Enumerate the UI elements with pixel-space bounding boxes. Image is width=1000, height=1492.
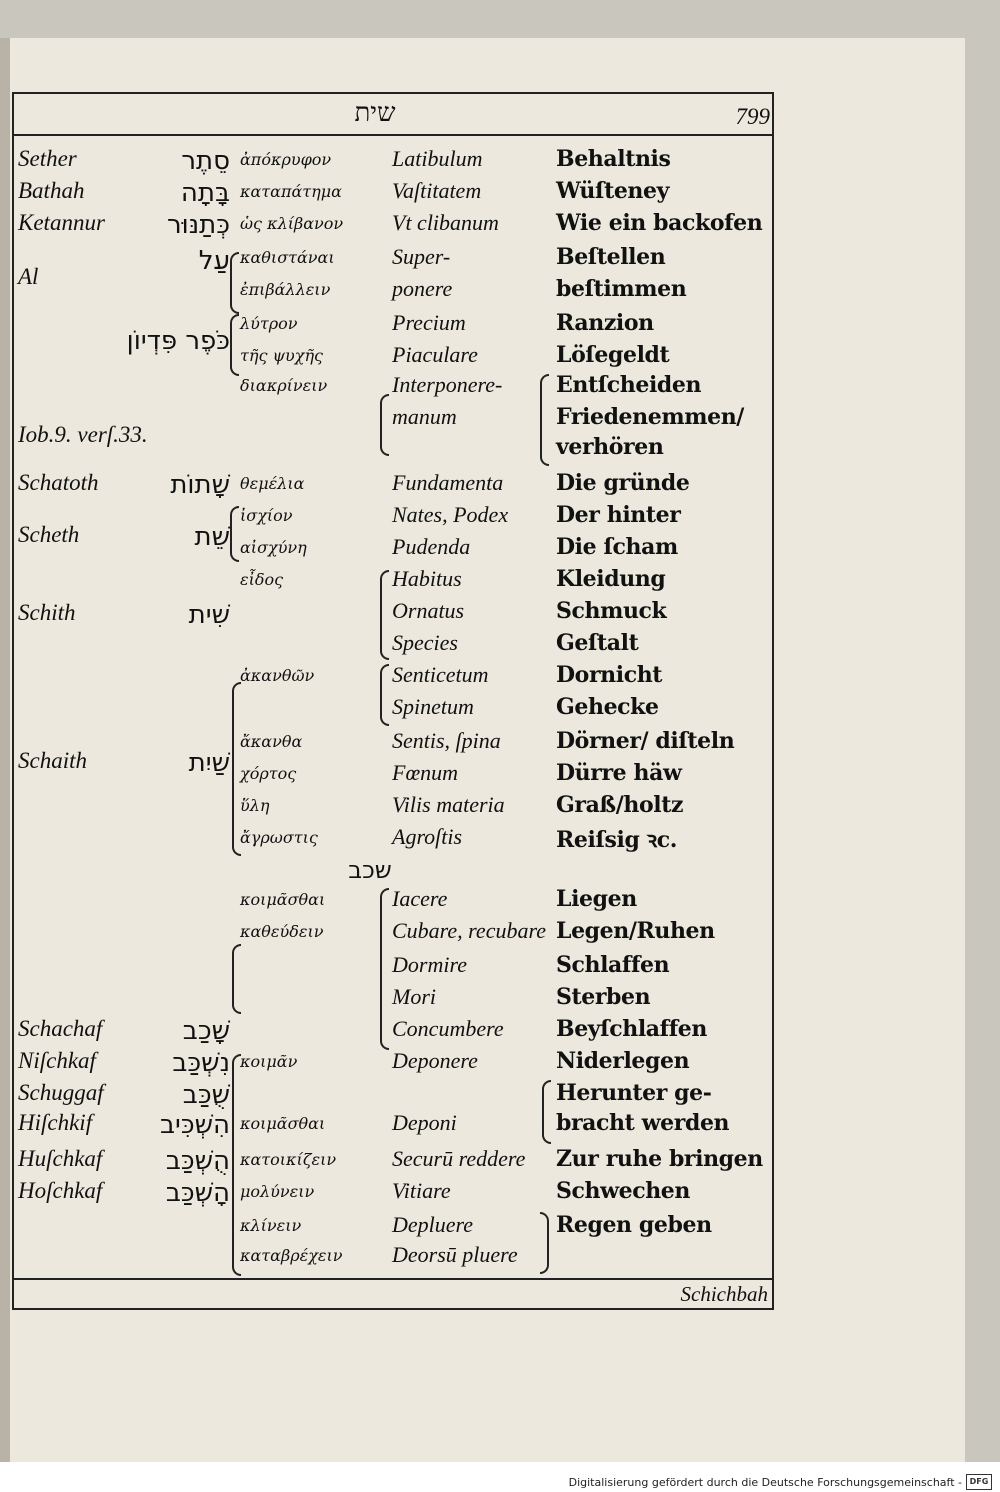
brace-al	[230, 252, 239, 314]
page-edge-shadow	[0, 38, 10, 1462]
entry-2-transliteration: Ketannur	[18, 210, 105, 235]
entry-0-latin: Latibulum	[392, 146, 483, 171]
entry-30-latin: Securū reddere	[392, 1146, 526, 1171]
brace-schaith	[232, 682, 241, 856]
entry-32-german: Regen geben	[556, 1212, 712, 1238]
entry-32-greek: κλίνειν	[240, 1216, 302, 1235]
entry-29-latin: Deponi	[392, 1110, 457, 1135]
header-rule	[12, 134, 774, 136]
entry-15-latin: Species	[392, 630, 458, 655]
running-header: שית	[354, 98, 396, 128]
entry-15-german: Geſtalt	[556, 630, 639, 656]
entry-26-german: Beyſchlaffen	[556, 1016, 707, 1042]
entry-20-greek: ὕλη	[240, 796, 270, 815]
entry-5-german: Ranzion	[556, 310, 654, 336]
entry-4-german: beſtimmen	[556, 276, 687, 302]
brace-koimasthai	[232, 944, 241, 1014]
entry-12-latin: Pudenda	[392, 534, 471, 559]
entry-1-latin: Vaſtitatem	[392, 178, 482, 203]
entry-6-german: Löſegeldt	[556, 342, 670, 368]
entry-19-latin: Fœnum	[392, 760, 458, 785]
entry-4-latin: ponere	[392, 276, 453, 301]
page-number: 799	[735, 104, 770, 129]
entry-33-greek: καταβρέχειν	[240, 1246, 343, 1265]
entry-2-greek: ὡς κλίβανον	[240, 214, 344, 233]
entry-8-latin: manum	[392, 404, 457, 429]
entry-2-german: Wie ein backofen	[556, 210, 763, 236]
entry-17-latin: Spinetum	[392, 694, 474, 719]
entry-0-greek: ἀπόκρυφον	[240, 150, 332, 169]
entry-11-hebrew: שֵׁת	[194, 522, 230, 552]
entry-28-german: Herunter ge-	[556, 1080, 712, 1106]
entry-2-latin: Vt clibanum	[392, 210, 499, 235]
entry-2-hebrew: כְּתַנּוּר	[166, 210, 230, 240]
entry-20-latin: Vilis materia	[392, 792, 505, 817]
footer-rule	[12, 1278, 774, 1280]
entry-0-transliteration: Sether	[18, 146, 77, 171]
entry-28-transliteration: Schuggaf	[18, 1080, 104, 1105]
entry-23-latin: Cubare, recubare	[392, 918, 546, 943]
entry-3-german: Beſtellen	[556, 244, 666, 270]
entry-26-hebrew: שָׁכַב	[182, 1016, 230, 1046]
entry-0-hebrew: סֵתֶר	[181, 146, 230, 176]
entry-27-german: Niderlegen	[556, 1048, 690, 1074]
entry-22-latin: Iacere	[392, 886, 448, 911]
entry-14-german: Schmuck	[556, 598, 667, 624]
entry-11-transliteration: Scheth	[18, 522, 80, 547]
entry-20-german: Graß/holtz	[556, 792, 684, 818]
entry-26-latin: Concumbere	[392, 1016, 504, 1041]
entry-24-latin: Dormire	[392, 952, 467, 977]
entry-31-greek: μολύνειν	[240, 1182, 315, 1201]
entry-3-hebrew: עַל	[198, 246, 230, 276]
entry-13-latin: Habitus	[392, 566, 462, 591]
entry-8-german: Friedenemmen/	[556, 404, 744, 430]
entry-31-latin: Vitiare	[392, 1178, 451, 1203]
entry-6-latin: Piaculare	[392, 342, 478, 367]
entry-17-german: Gehecke	[556, 694, 659, 720]
brace-iacere	[380, 888, 389, 1050]
entry-16-german: Dornicht	[556, 662, 663, 688]
entry-25-latin: Mori	[392, 984, 436, 1009]
entry-9-german: verhören	[556, 434, 664, 460]
entry-10-german: Die gründe	[556, 470, 690, 496]
brace-regen	[540, 1212, 549, 1274]
entry-6-greek: τῆς ψυχῆς	[240, 346, 323, 365]
entry-30-transliteration: Huſchkaf	[18, 1146, 103, 1171]
entry-10-transliteration: Schatoth	[18, 470, 99, 495]
brace-entscheiden	[540, 374, 549, 466]
entry-1-greek: καταπάτημα	[240, 182, 342, 201]
entry-3-transliteration: Al	[18, 264, 39, 289]
entry-13-german: Kleidung	[556, 566, 666, 592]
entry-33-latin: Deorsū pluere	[392, 1242, 518, 1267]
entry-3-greek: καθιστάναι	[240, 248, 335, 267]
entry-30-german: Zur ruhe bringen	[556, 1146, 763, 1172]
entry-29-german: bracht werden	[556, 1110, 730, 1136]
entry-7-greek: διακρίνειν	[240, 376, 328, 395]
brace-schachaf-forms	[232, 1054, 241, 1276]
entry-14-latin: Ornatus	[392, 598, 465, 623]
catchword: Schichbah	[680, 1282, 768, 1306]
entry-27-latin: Deponere	[392, 1048, 478, 1073]
brace-schith	[380, 570, 389, 660]
entry-0-german: Behaltnis	[556, 146, 671, 172]
entry-27-greek: κοιμᾶν	[240, 1052, 298, 1071]
entry-31-german: Schwechen	[556, 1178, 690, 1204]
entry-22-greek: κοιμᾶσθαι	[240, 890, 326, 909]
entry-24-german: Schlaffen	[556, 952, 670, 978]
entry-21-greek: ἄγρωστις	[240, 828, 318, 847]
entry-5-latin: Precium	[392, 310, 466, 335]
entry-25-german: Sterben	[556, 984, 651, 1010]
entry-13-hebrew: שִׁית	[188, 600, 230, 630]
entry-10-greek: θεμέλια	[240, 474, 305, 493]
entry-29-hebrew: הִשְׁכִּיב	[159, 1110, 230, 1140]
entry-18-latin: Sentis, ſpina	[392, 728, 501, 753]
entry-31-transliteration: Hoſchkaf	[18, 1178, 103, 1203]
entry-19-greek: χόρτος	[240, 764, 297, 783]
entry-3-latin: Super-	[392, 244, 451, 269]
entry-19-german: Dürre häw	[556, 760, 682, 786]
entry-23-greek: καθεύδειν	[240, 922, 324, 941]
entry-27-transliteration: Niſchkaf	[18, 1048, 96, 1073]
entry-4-greek: ἐπιβάλλειν	[240, 280, 331, 299]
entry-7-latin: Interponere-	[392, 372, 503, 397]
entry-10-hebrew: שָׁתוֹת	[170, 470, 230, 500]
entry-18-german: Dörner/ diſteln	[556, 728, 735, 754]
entry-27-hebrew: נִשְׁכַּב	[172, 1048, 230, 1078]
entry-11-latin: Nates, Podex	[392, 502, 509, 527]
entry-1-german: Wüſteney	[556, 178, 670, 204]
entry-28-hebrew: שֻׁכַּב	[182, 1080, 230, 1110]
entry-10-latin: Fundamenta	[392, 470, 504, 495]
entry-1-hebrew: בָּתָה	[180, 178, 230, 208]
entry-32-latin: Depluere	[392, 1212, 474, 1237]
entry-31-hebrew: הָשְׁכַּב	[165, 1178, 230, 1208]
entry-30-greek: κατοικίζειν	[240, 1150, 337, 1169]
entry-23-german: Legen/Ruhen	[556, 918, 715, 944]
entry-22-german: Liegen	[556, 886, 637, 912]
section-heading: שכב	[348, 856, 392, 884]
entry-29-greek: κοιμᾶσθαι	[240, 1114, 326, 1133]
entry-1-transliteration: Bathah	[18, 178, 85, 203]
dfg-logo-icon: DFG	[966, 1474, 992, 1490]
footer-credit: Digitalisierung gefördert durch die Deutsche Forschungsgemeinschaft -	[568, 1476, 962, 1489]
entry-16-greek: ἀκανθῶν	[240, 666, 315, 685]
entry-12-german: Die ſcham	[556, 534, 678, 560]
entry-13-greek: εἶδος	[240, 570, 284, 589]
entry-12-greek: αἰσχύνη	[240, 538, 307, 557]
entry-16-hebrew: שַׁיִת	[188, 748, 230, 778]
entry-16-transliteration: Schaith	[18, 748, 87, 773]
entry-5-hebrew: כֹּפֶר פִּדְיוֹן	[126, 326, 230, 356]
entry-18-greek: ἄκανθα	[240, 732, 303, 751]
entry-21-latin: Agroſtis	[392, 824, 463, 849]
entry-26-transliteration: Schachaf	[18, 1016, 103, 1041]
entry-7-german: Entſcheiden	[556, 372, 702, 398]
entry-5-greek: λύτρον	[240, 314, 298, 333]
brace-interponere	[380, 394, 389, 456]
entry-7-transliteration: Iob.9. verſ.33.	[18, 422, 148, 447]
entry-11-greek: ἰσχίον	[240, 506, 293, 525]
entry-13-transliteration: Schith	[18, 600, 76, 625]
brace-scheth	[230, 506, 239, 562]
entry-16-latin: Senticetum	[392, 662, 489, 687]
entry-30-hebrew: הֻשְׁכַּב	[165, 1146, 230, 1176]
brace-kofer	[230, 314, 239, 376]
entry-11-german: Der hinter	[556, 502, 681, 528]
brace-senticetum	[380, 664, 389, 726]
brace-herunter	[542, 1080, 551, 1144]
entry-29-transliteration: Hiſchkif	[18, 1110, 93, 1135]
entry-21-german: Reiſsig ꝛc.	[556, 827, 677, 853]
